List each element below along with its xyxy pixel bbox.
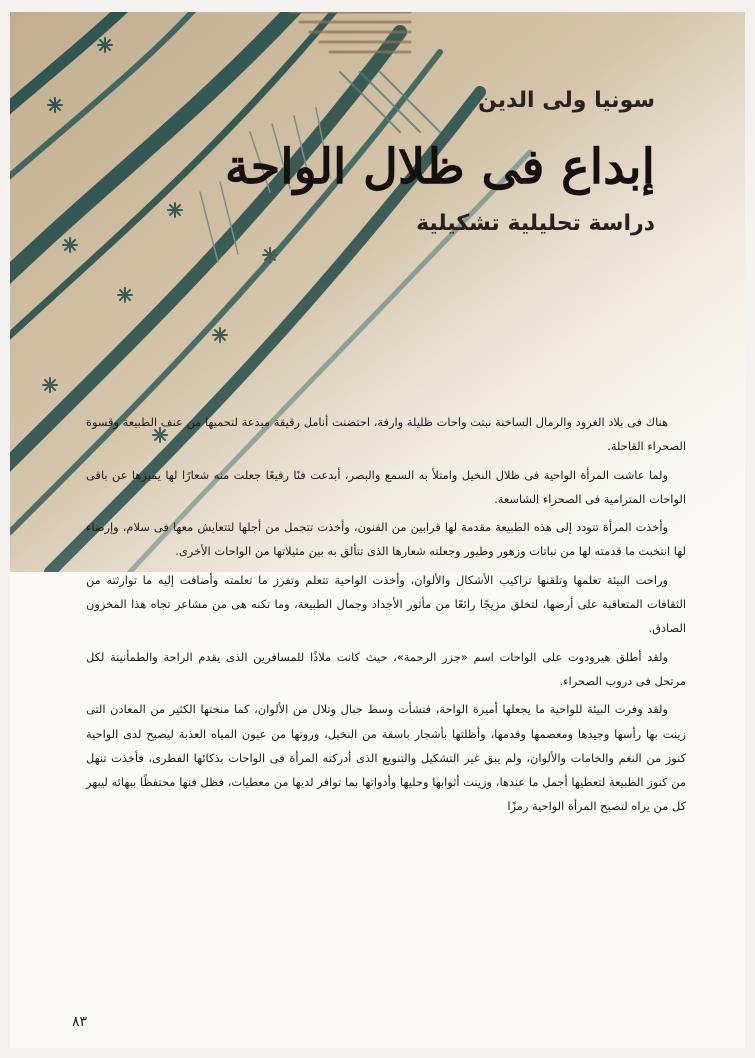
paragraph-6: ولقد وفرت البيئة للواحية ما يجعلها أميرة الواحة، فنشأت وسط جبال وتلال من الألوان، كما منحتها الكثير من المعادن التى زينت بها رأسها وجيدها ومعصمها وقدمها، وأظلتها بأشجار باسقة من النخيل، وروتها من عيون المياه العذبة ليصبح لدى الواحية كنوز من النغم والخامات والألوان، ولم يبق غير التشكيل والتنويع الذى أدركته المرأة فى الواحات بذكائها الفطرى، فأخذت تنهل من كنوز الطبيعة لتعطيها أجمل ما عندها، وزينت أثوابها وحليها وأدواتها بما توافر لديها من معطيات، فظل فنها محتفظًا ببهائه ليبهر كل من يراه لتصبح المرأة الواحية رمزًا bbox=[86, 702, 686, 814]
paragraph-3: وأخذت المرأة تتودد إلى هذه الطبيعة مقدمة لها قرابين من الفنون، وأخذت تتجمل من أجلها لتتعايش معها فى سلام، وإرضاء لها انتخبت ما قدمته لها من نباتات وزهور وطيور وجعلته شعارها الذى تتألق به بين مثيلاتها من الواحات الأخرى. bbox=[86, 520, 686, 559]
article-body bbox=[86, 410, 686, 823]
paragraph-4: وراحت البيئة تعلمها وتلقنها تراكيب الأشكال والألوان، وأخذت الواحية تتعلم وتفرز ما تعلمته وأضافت إليه ما توارثته من الثقافات المتعاقبة على أرضها، لتخلق مزيجًا رائعًا من مأثور الأجداد وجمال الطبيعة، وما تكنه هى من مشاعر تجاه هذا المخزون الصادق. bbox=[86, 572, 686, 636]
paragraph-5: ولقد أطلق هيرودوت على الواحات اسم «جزر الرحمة»، حيث كانت ملاذًا للمسافرين الذى يقدم الراحة والطمأنينة لكل مرتحل فى دروب الصحراء. bbox=[86, 649, 686, 688]
author-name: سونيا ولى الدين bbox=[477, 88, 655, 113]
article-subtitle: دراسة تحليلية تشكيلية bbox=[416, 210, 655, 236]
paragraph-2: ولما عاشت المرأة الواحية فى ظلال النخيل وامتلأ به السمع والبصر، أبدعت فنًا رفيعًا جعلت منه شعارًا لها يميزها عن باقى الواحات المترامية فى الصحراء الشاسعة. bbox=[86, 467, 686, 506]
paragraph-1: هناك فى بلاد الغرود والرمال الساخنة نبتت واحات ظليلة وارفة، احتضنت أنامل رقيقة مبدعة لتحميها من عنف الطبيعة وقسوة الصحراء القاحلة. bbox=[86, 415, 686, 454]
magazine-page bbox=[10, 12, 745, 1048]
page-number: ٨٣ bbox=[72, 1014, 88, 1030]
article-header bbox=[195, 88, 655, 236]
article-title: إبداع فى ظلال الواحة bbox=[224, 139, 655, 195]
